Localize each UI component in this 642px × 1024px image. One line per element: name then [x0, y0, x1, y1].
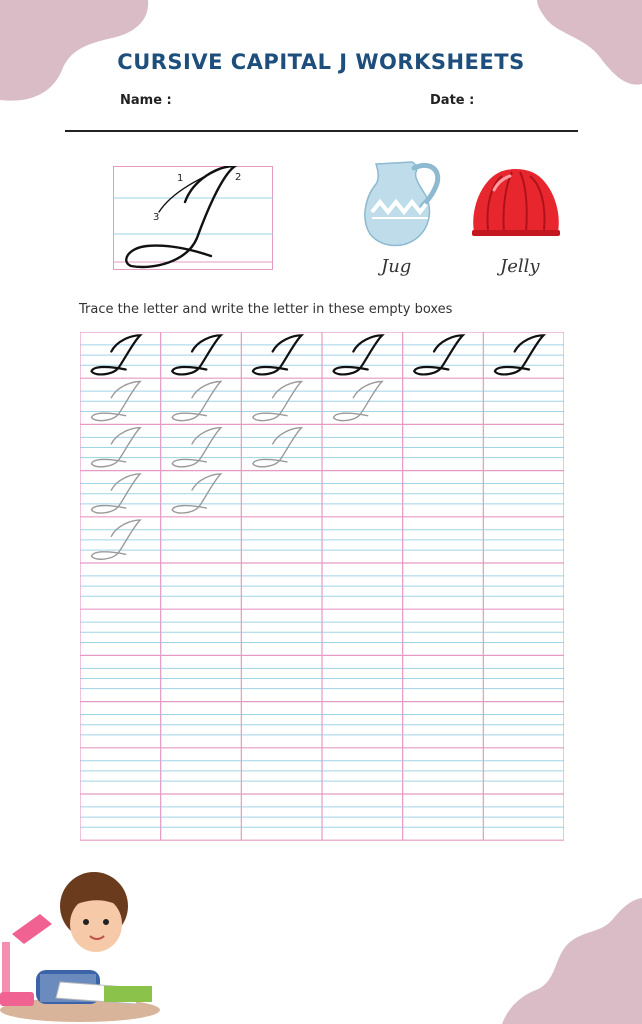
jug-icon [362, 156, 442, 248]
jelly-word: Jelly [500, 256, 540, 277]
stroke-number-3: 3 [153, 212, 160, 223]
instruction-text: Trace the letter and write the letter in these empty boxes [79, 302, 453, 317]
worksheet-title: CURSIVE CAPITAL J WORKSHEETS [117, 50, 525, 74]
header-divider [65, 130, 578, 132]
practice-grid [80, 332, 564, 842]
stroke-number-2: 2 [235, 172, 242, 183]
jelly-icon [468, 168, 564, 238]
stroke-order-demo [113, 166, 275, 272]
stroke-number-1: 1 [177, 173, 184, 184]
girl-studying-icon [0, 862, 160, 1024]
name-label: Name : [120, 93, 172, 108]
jug-word: Jug [381, 256, 412, 277]
date-label: Date : [430, 93, 475, 108]
bottom-right-blob [502, 898, 642, 1024]
